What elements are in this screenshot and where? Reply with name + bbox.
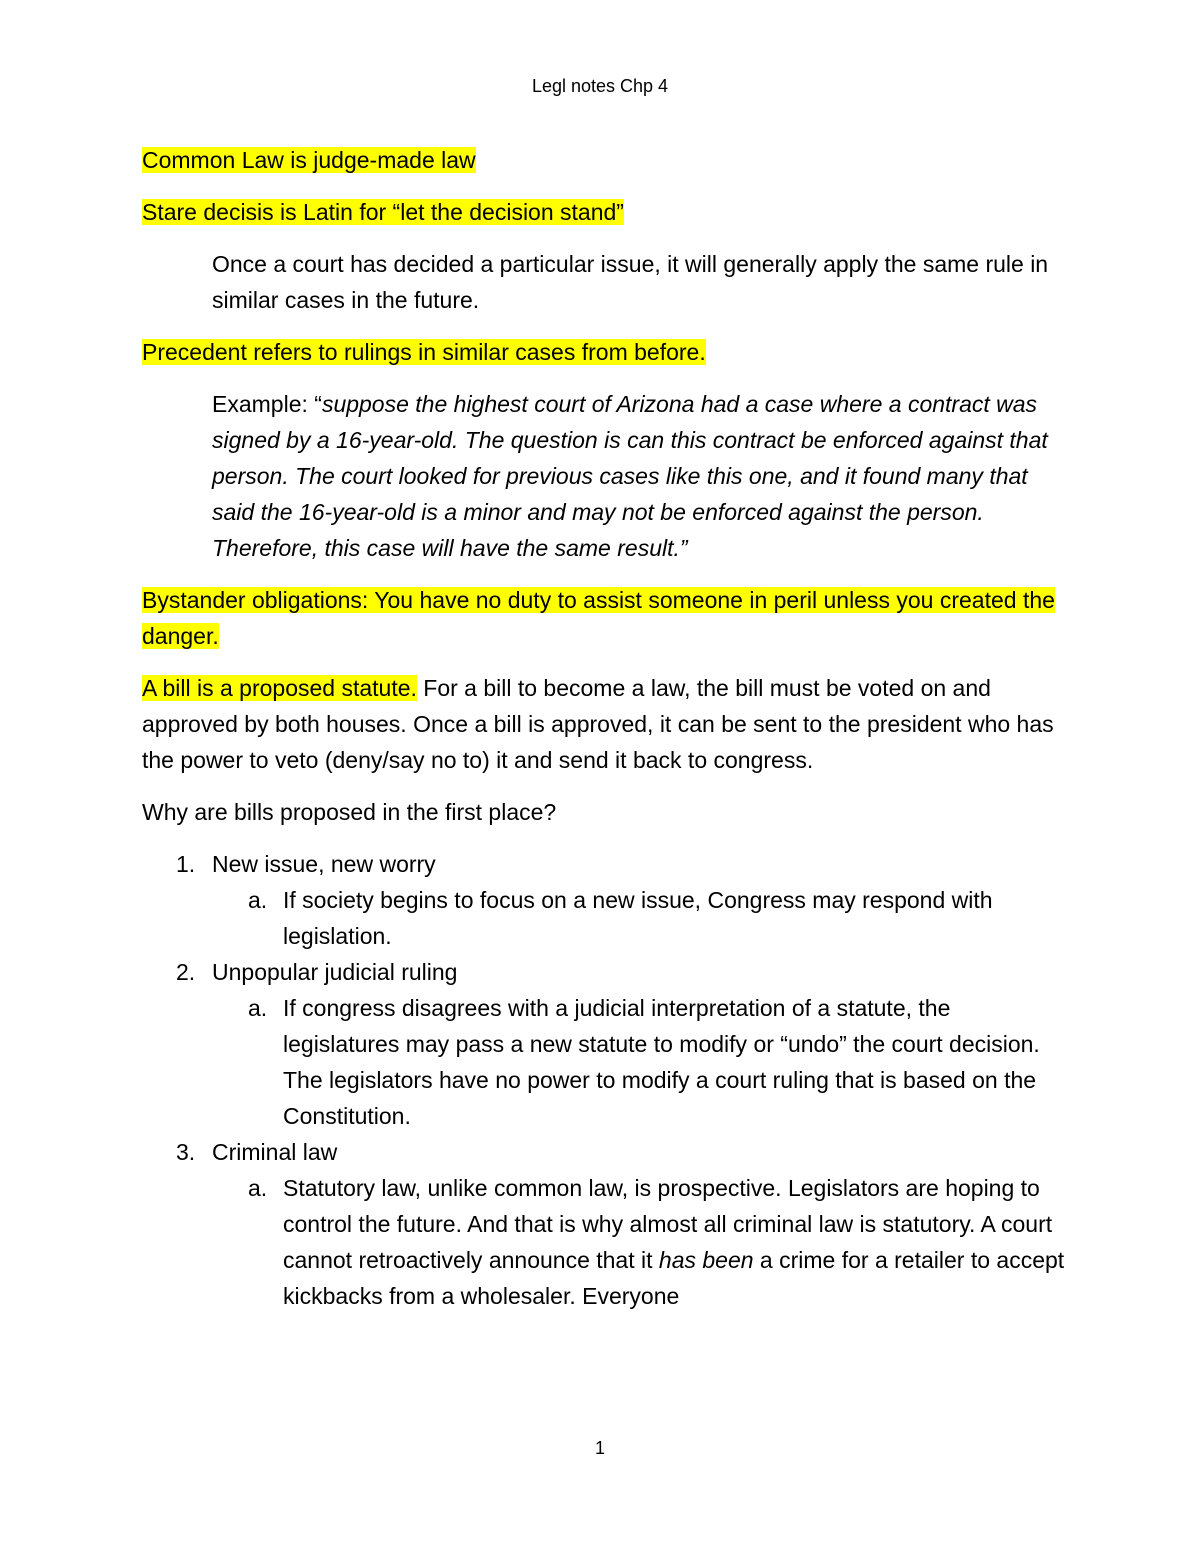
- precedent-line: [142, 334, 1072, 370]
- stare-decisis-highlight: Stare decisis is Latin for “let the decision stand”: [142, 199, 624, 225]
- sub-list-text: [283, 1175, 1064, 1309]
- document-body: [142, 142, 1072, 1314]
- sub-list-item: [142, 882, 1072, 954]
- example-text: suppose the highest court of Arizona had a case where a contract was signed by a 16-year-old. The question is can this contract be enforced against that person. The court looked for previous cases like this one, and it found many that said the 16-year-old is a minor and may not be enforced against the person. Therefore, this case will have the same result.”: [212, 391, 1048, 561]
- list-item: [142, 1134, 1072, 1170]
- bill-paragraph: [142, 670, 1072, 778]
- bill-rest: For a bill to become a law, the bill must be voted on and approved by both houses. Once a bill is approved, it can be sent to the president who has the power to veto (deny/say no to) it and send it back to congress.: [142, 675, 1054, 773]
- common-law-highlight: Common Law is judge-made law: [142, 147, 476, 173]
- sub-text-before: Statutory law, unlike common law, is prospective. Legislators are hoping to control the future. And that is why almost all criminal law is statutory. A court cannot retroactively announce that it: [283, 1175, 1053, 1273]
- reasons-list: [142, 846, 1072, 1314]
- bill-highlight: A bill is a proposed statute.: [142, 675, 417, 701]
- list-item: [142, 846, 1072, 882]
- page-number: 1: [594, 1438, 605, 1458]
- page-header: Legl notes Chp 4: [531, 76, 669, 96]
- list-item-label: Criminal law: [212, 1139, 338, 1165]
- stare-decisis-detail: Once a court has decided a particular issue, it will generally apply the same rule in similar cases in the future.: [212, 251, 1049, 313]
- sub-list-text: If congress disagrees with a judicial interpretation of a statute, the legislatures may pass a new statute to modify or “undo” the court decision. The legislators have no power to modify a court ruling that is based on the Constitution.: [283, 995, 1040, 1129]
- sub-list-item: [142, 990, 1072, 1134]
- sub-list-text: If society begins to focus on a new issue, Congress may respond with legislation.: [283, 887, 993, 949]
- sub-text-italic: has been: [658, 1247, 754, 1273]
- list-item: [142, 954, 1072, 990]
- sub-list-letter: a.: [248, 995, 268, 1021]
- example-label: Example: “: [212, 391, 322, 417]
- sub-list-letter: a.: [248, 887, 268, 913]
- sub-text-after: a crime for a retailer to accept kickbacks from a wholesaler. Everyone: [283, 1247, 1065, 1309]
- sub-list-letter: a.: [248, 1175, 268, 1201]
- bystander-highlight: Bystander obligations: You have no duty to assist someone in peril unless you created the danger.: [142, 587, 1055, 649]
- list-item-label: New issue, new worry: [212, 851, 436, 877]
- list-item-number: 3.: [176, 1139, 196, 1165]
- list-item-number: 2.: [176, 959, 196, 985]
- why-bills-line: Why are bills proposed in the first place?: [142, 799, 557, 825]
- common-law-line: [142, 142, 1072, 178]
- list-item-number: 1.: [176, 851, 196, 877]
- precedent-highlight: Precedent refers to rulings in similar cases from before.: [142, 339, 706, 365]
- list-item-label: Unpopular judicial ruling: [212, 959, 458, 985]
- sub-list-item: [142, 1170, 1072, 1314]
- bystander-line: [142, 582, 1072, 654]
- example-paragraph: [142, 386, 1072, 566]
- stare-decisis-line: [142, 194, 1072, 230]
